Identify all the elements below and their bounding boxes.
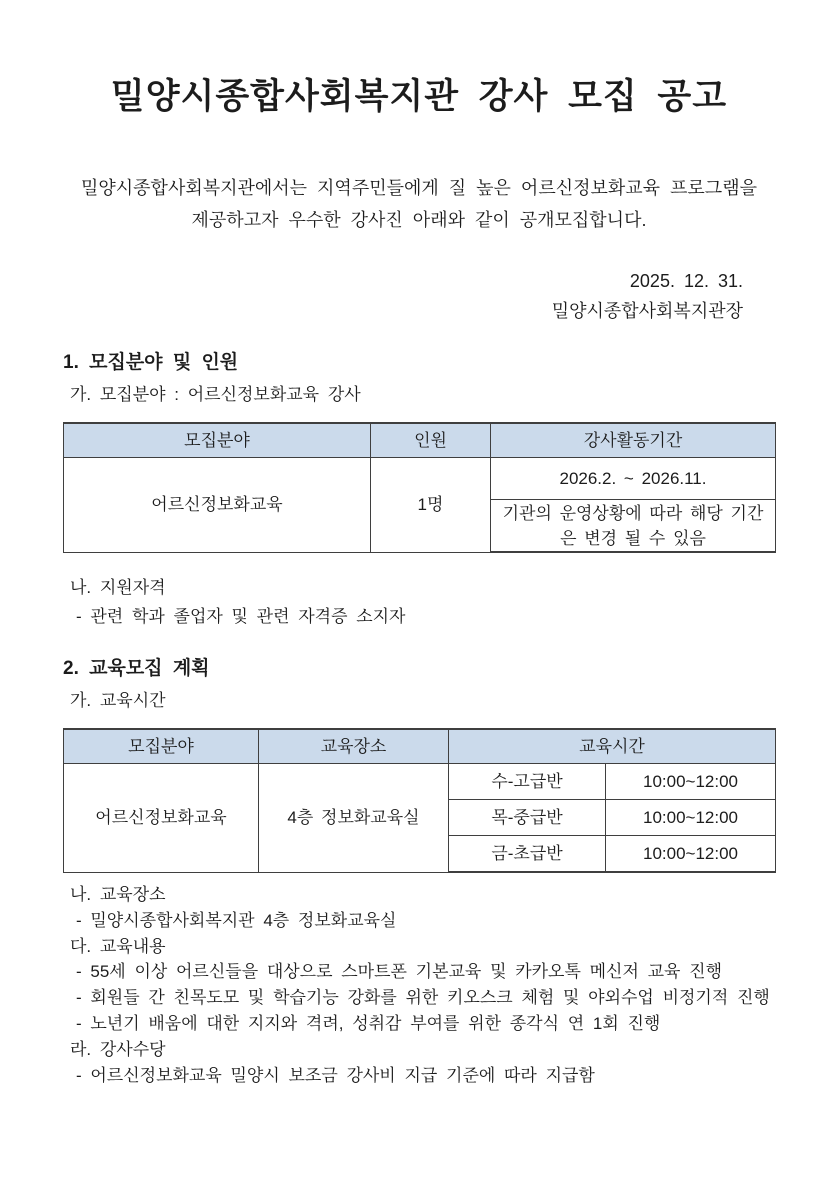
education-schedule-table	[63, 728, 776, 873]
section-1-item-b: 나. 지원자격	[70, 578, 166, 597]
period-cell: 2026.2. ~ 2026.11.	[491, 458, 776, 500]
signature-block	[63, 266, 775, 326]
section-2-item-d: 라. 강사수당	[70, 1039, 166, 1059]
section-2-item-d-detail: - 어르신정보화교육 밀양시 보조금 강사비 지급 기준에 따라 지급함	[76, 1065, 595, 1085]
header-cell-field: 모집분야	[64, 729, 259, 764]
section-1-item-a: 가. 모집분야 : 어르신정보화교육 강사	[70, 385, 361, 404]
section-2-heading: 2. 교육모집 계획	[63, 658, 210, 679]
recruitment-table-row	[64, 458, 776, 500]
place-cell: 4층 정보화교육실	[259, 764, 449, 873]
count-cell: 1명	[371, 458, 491, 553]
schedule-row	[64, 764, 776, 800]
class-cell: 금-초급반	[449, 836, 606, 873]
intro-paragraph	[63, 172, 775, 236]
section-2-item-a: 가. 교육시간	[70, 691, 166, 710]
class-cell: 목-중급반	[449, 800, 606, 836]
section-2-item-b-detail: - 밀양시종합사회복지관 4층 정보화교육실	[76, 910, 397, 930]
intro-line-2: 제공하고자 우수한 강사진 아래와 같이 공개모집합니다.	[191, 210, 647, 230]
header-cell-time: 교육시간	[449, 729, 776, 764]
section-2-details	[63, 882, 775, 1088]
section-2-item-c-detail: - 노년기 배움에 대한 지지와 격려, 성취감 부여를 위한 종각식 연 1회 진행	[76, 1013, 661, 1033]
education-table-header-row	[64, 729, 776, 764]
header-cell-period: 강사활동기간	[491, 423, 776, 458]
header-cell-count: 인원	[371, 423, 491, 458]
field-cell: 어르신정보화교육	[64, 764, 259, 873]
period-note-cell: 기관의 운영상황에 따라 해당 기간은 변경 될 수 있음	[491, 500, 776, 553]
section-2-item-b: 나. 교육장소	[70, 885, 166, 904]
recruitment-table-header-row	[64, 423, 776, 458]
section-1-heading: 1. 모집분야 및 인원	[63, 352, 239, 373]
section-2-item-c-detail: - 회원들 간 친목도모 및 학습기능 강화를 위한 키오스크 체험 및 야외수업 비정기적 진행	[76, 988, 770, 1008]
recruitment-table	[63, 422, 776, 553]
announcement-date: 2025. 12. 31.	[629, 271, 743, 291]
section-2-item-c: 다. 교육내용	[70, 936, 166, 956]
time-cell: 10:00~12:00	[606, 800, 776, 836]
class-cell: 수-고급반	[449, 764, 606, 800]
time-cell: 10:00~12:00	[606, 836, 776, 873]
page-title: 밀양시종합사회복지관 강사 모집 공고	[110, 77, 728, 116]
section-2-item-c-detail: - 55세 이상 어르신들을 대상으로 스마트폰 기본교육 및 카카오톡 메신저 교육 진행	[76, 962, 723, 982]
header-cell-field: 모집분야	[64, 423, 371, 458]
time-cell: 10:00~12:00	[606, 764, 776, 800]
section-1-item-b-detail: - 관련 학과 졸업자 및 관련 자격증 소지자	[76, 607, 406, 626]
field-cell: 어르신정보화교육	[64, 458, 371, 553]
header-cell-place: 교육장소	[259, 729, 449, 764]
announcement-signer: 밀양시종합사회복지관장	[551, 301, 743, 321]
intro-line-1: 밀양시종합사회복지관에서는 지역주민들에게 질 높은 어르신정보화교육 프로그램을	[81, 178, 757, 198]
